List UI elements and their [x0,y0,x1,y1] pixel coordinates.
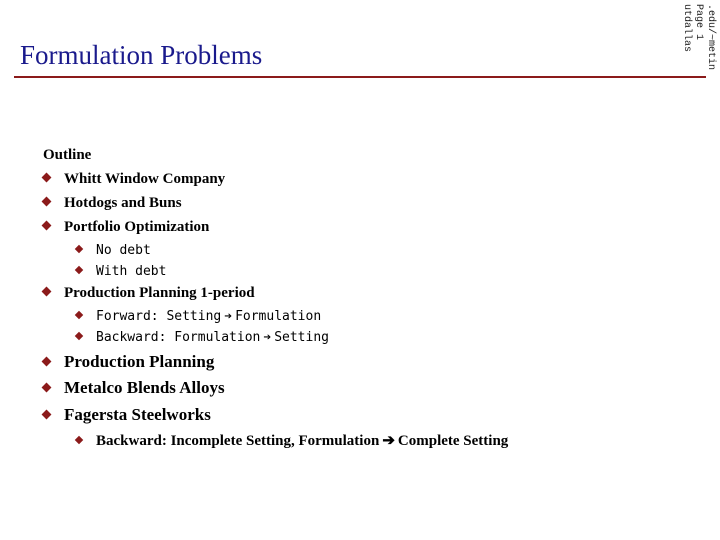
item-label: Fagersta Steelworks [64,405,211,424]
diamond-bullet-icon [75,310,83,318]
diamond-bullet-icon [75,265,83,273]
right-arrow-icon: ➔ [382,433,395,449]
diamond-bullet-icon [75,435,83,443]
diamond-bullet-icon [42,173,52,183]
diamond-bullet-icon [75,244,83,252]
sub-list-item [76,431,508,450]
list-item [43,171,225,188]
diamond-bullet-icon [42,409,52,419]
item-label: Setting [274,330,329,345]
item-label: With debt [96,264,167,279]
item-label: Production Planning 1-period [64,285,255,301]
diamond-bullet-icon [75,331,83,339]
sub-list-item [76,264,166,279]
list-item [43,405,211,425]
diamond-bullet-icon [42,287,52,297]
diamond-bullet-icon [42,197,52,207]
diamond-bullet-icon [42,356,52,366]
diamond-bullet-icon [42,382,52,392]
list-item [43,378,225,398]
item-label: Hotdogs and Buns [64,195,182,211]
diamond-bullet-icon [42,221,52,231]
item-label: Backward: Formulation [96,330,261,345]
list-item [43,285,255,302]
side-label [678,4,718,71]
item-label: No debt [96,243,151,258]
side-label-line3: utdallas [681,4,692,53]
item-label: Formulation [235,309,322,324]
item-label: Production Planning [64,352,215,371]
right-arrow-icon: ➔ [224,309,233,324]
item-label: Portfolio Optimization [64,219,210,235]
item-label: Metalco Blends Alloys [64,378,225,397]
sub-list-item [76,309,321,324]
side-label-line1: .edu/~metin [705,4,716,71]
outline-heading: Outline [43,147,92,163]
right-arrow-icon: ➔ [263,330,272,345]
item-label: Whitt Window Company [64,171,226,187]
sub-list-item [76,243,151,258]
list-item [43,195,182,212]
list-item [43,352,214,372]
item-label: Forward: Setting [96,309,222,324]
list-item [43,219,209,236]
sub-list-item [76,330,329,345]
side-label-line2: Page 1 [693,4,704,41]
item-label: Backward: Incomplete Setting, Formulation [96,433,380,449]
slide-title: Formulation Problems [20,40,263,70]
item-label: Complete Setting [397,433,509,449]
title-divider [14,76,706,78]
